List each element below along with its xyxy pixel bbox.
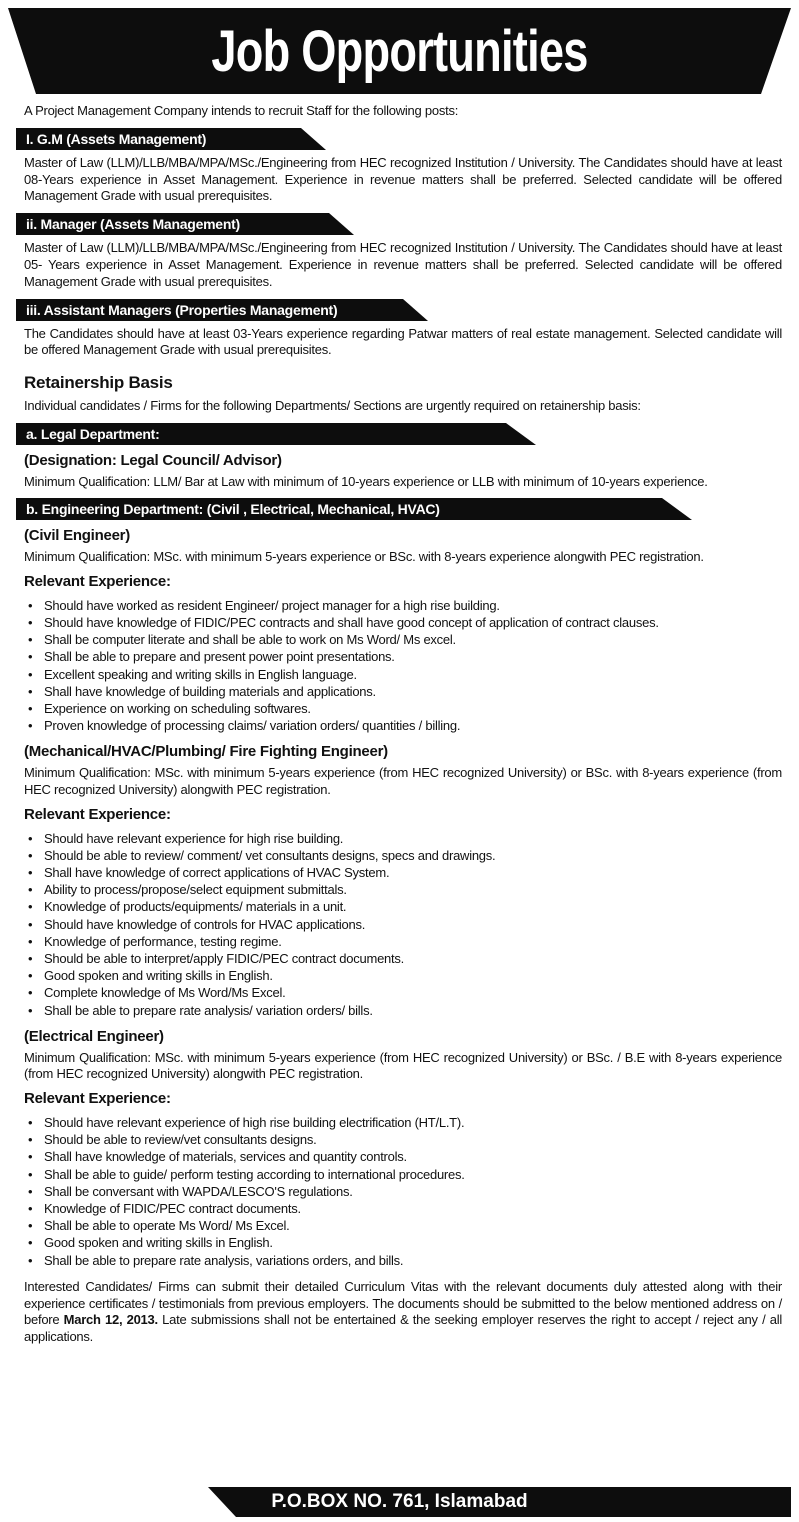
list-item: • Shall be able to guide/ perform testing according to international procedures. bbox=[24, 1166, 782, 1183]
po-box-address: P.O.BOX NO. 761, Islamabad bbox=[271, 1491, 528, 1512]
electrical-experience-list bbox=[24, 1114, 782, 1269]
engineering-department-label: b. Engineering Department: (Civil , Electrical, Mechanical, HVAC) bbox=[26, 501, 440, 518]
post-heading-assistant-managers bbox=[16, 299, 782, 321]
retainership-heading: Retainership Basis bbox=[24, 373, 173, 393]
list-item: • Knowledge of performance, testing regime. bbox=[24, 933, 782, 950]
civil-engineer-title: (Civil Engineer) bbox=[24, 527, 131, 545]
retainership-intro: Individual candidates / Firms for the following Departments/ Sections are urgently required on retainership basis: bbox=[24, 397, 641, 413]
electrical-qualification: Minimum Qualification: MSc. with minimum 5-years experience (from HEC recognized University) or BSc. / B.E with 8-years experience (from HEC recognized University) alongwith PEC registration. bbox=[24, 1049, 782, 1082]
legal-qualification: Minimum Qualification: LLM/ Bar at Law with minimum of 10-years experience or LLB with minimum of 10-years experience. bbox=[24, 473, 708, 489]
engineering-department-heading bbox=[16, 498, 782, 520]
post-description: Master of Law (LLM)/LLB/MBA/MPA/MSc./Engineering from HEC recognized Institution / University. The Candidates should have at least 08-Years experience in Asset Management. Experience in revenue matters shall be preferred. Selected candidate will be offered Management Grade with usual prerequisites. bbox=[24, 154, 782, 204]
post-heading-label: ii. Manager (Assets Management) bbox=[26, 216, 240, 233]
electrical-engineer-title: (Electrical Engineer) bbox=[24, 1027, 164, 1045]
list-item: • Should be able to review/ comment/ vet consultants designs, specs and drawings. bbox=[24, 847, 782, 864]
page-title: Job Opportunities bbox=[211, 18, 588, 84]
relevant-experience-heading: Relevant Experience: bbox=[24, 805, 171, 823]
list-item: • Excellent speaking and writing skills in English language. bbox=[24, 666, 782, 683]
list-item: • Shall have knowledge of materials, services and quantity controls. bbox=[24, 1148, 782, 1165]
list-item: • Ability to process/propose/select equipment submittals. bbox=[24, 881, 782, 898]
list-item: • Should be able to review/vet consultants designs. bbox=[24, 1131, 782, 1148]
list-item: • Should have relevant experience of high rise building electrification (HT/L.T). bbox=[24, 1114, 782, 1131]
list-item: • Knowledge of products/equipments/ materials in a unit. bbox=[24, 898, 782, 915]
list-item: • Shall have knowledge of correct applications of HVAC System. bbox=[24, 864, 782, 881]
mechanical-qualification: Minimum Qualification: MSc. with minimum 5-years experience (from HEC recognized University) or BSc. with 8-years experience (from HEC recognized University) alongwith PEC registration. bbox=[24, 765, 782, 797]
list-item: • Should have knowledge of controls for HVAC applications. bbox=[24, 916, 782, 933]
list-item: • Shall be able to prepare rate analysis, variations orders, and bills. bbox=[24, 1252, 782, 1269]
list-item: • Experience on working on scheduling softwares. bbox=[24, 700, 782, 717]
intro-text: A Project Management Company intends to recruit Staff for the following posts: bbox=[24, 103, 459, 118]
mechanical-experience-list bbox=[24, 830, 782, 1019]
list-item: • Shall have knowledge of building materials and applications. bbox=[24, 683, 782, 700]
list-item: • Good spoken and writing skills in English. bbox=[24, 967, 782, 984]
list-item: • Shall be conversant with WAPDA/LESCO'S regulations. bbox=[24, 1183, 782, 1200]
post-description: Master of Law (LLM)/LLB/MBA/MPA/MSc./Engineering from HEC recognized Institution / University. The Candidates should have at least 05- Years experience in Asset Management. Experience in revenue matters shall be preferred. Selected candidate will be offered Management Grade with usual prerequisites. bbox=[24, 240, 782, 289]
list-item: • Should have knowledge of FIDIC/PEC contracts and shall have good concept of application of contract clauses. bbox=[24, 614, 782, 631]
title-banner bbox=[8, 8, 791, 94]
legal-designation: (Designation: Legal Council/ Advisor) bbox=[24, 451, 282, 469]
post-heading-label: iii. Assistant Managers (Properties Management) bbox=[26, 301, 338, 318]
post-heading-label: I. G.M (Assets Management) bbox=[26, 130, 207, 147]
list-item: • Should be able to interpret/apply FIDIC/PEC contract documents. bbox=[24, 950, 782, 967]
list-item: • Shall be able to prepare and present power point presentations. bbox=[24, 648, 782, 665]
ad-content bbox=[24, 103, 782, 1354]
legal-department-heading bbox=[16, 423, 782, 445]
list-item: • Should have relevant experience for high rise building. bbox=[24, 830, 782, 847]
list-item: • Complete knowledge of Ms Word/Ms Excel. bbox=[24, 984, 782, 1001]
deadline-date: March 12, 2013. bbox=[63, 1312, 158, 1328]
list-item: • Shall be computer literate and shall be able to work on Ms Word/ Ms excel. bbox=[24, 631, 782, 648]
relevant-experience-heading: Relevant Experience: bbox=[24, 1090, 171, 1108]
post-description: The Candidates should have at least 03-Years experience regarding Patwar matters of real estate management. Selected candidate will be offered Management Grade with usual prerequisites. bbox=[24, 325, 782, 358]
list-item: • Shall be able to prepare rate analysis/ variation orders/ bills. bbox=[24, 1002, 782, 1019]
list-item: • Shall be able to operate Ms Word/ Ms Excel. bbox=[24, 1217, 782, 1234]
mechanical-engineer-title: (Mechanical/HVAC/Plumbing/ Fire Fighting Engineer) bbox=[24, 743, 388, 761]
post-heading-gm bbox=[16, 128, 782, 150]
post-heading-manager bbox=[16, 213, 782, 235]
list-item: • Good spoken and writing skills in English. bbox=[24, 1234, 782, 1251]
list-item: • Proven knowledge of processing claims/ variation orders/ quantities / billing. bbox=[24, 717, 782, 734]
relevant-experience-heading: Relevant Experience: bbox=[24, 572, 171, 590]
closing-paragraph bbox=[24, 1279, 782, 1346]
address-banner bbox=[8, 1487, 791, 1517]
closing-text-end: Late submissions shall not be entertained & the seeking employer reserves the right to accept / reject any / all applications. bbox=[24, 1312, 782, 1345]
legal-department-label: a. Legal Department: bbox=[26, 425, 160, 442]
civil-experience-list bbox=[24, 597, 782, 735]
closing-text: Interested Candidates/ Firms can submit their detailed Curriculum Vitas with the relevant documents duly attested along with their experience certificates / testimonials from previous employers. The documents should be submitted to the below mentioned address on / before bbox=[24, 1278, 782, 1328]
civil-qualification: Minimum Qualification: MSc. with minimum 5-years experience or BSc. with 8-years experience alongwith PEC registration. bbox=[24, 549, 704, 565]
list-item: • Knowledge of FIDIC/PEC contract documents. bbox=[24, 1200, 782, 1217]
list-item: • Should have worked as resident Engineer/ project manager for a high rise building. bbox=[24, 597, 782, 614]
